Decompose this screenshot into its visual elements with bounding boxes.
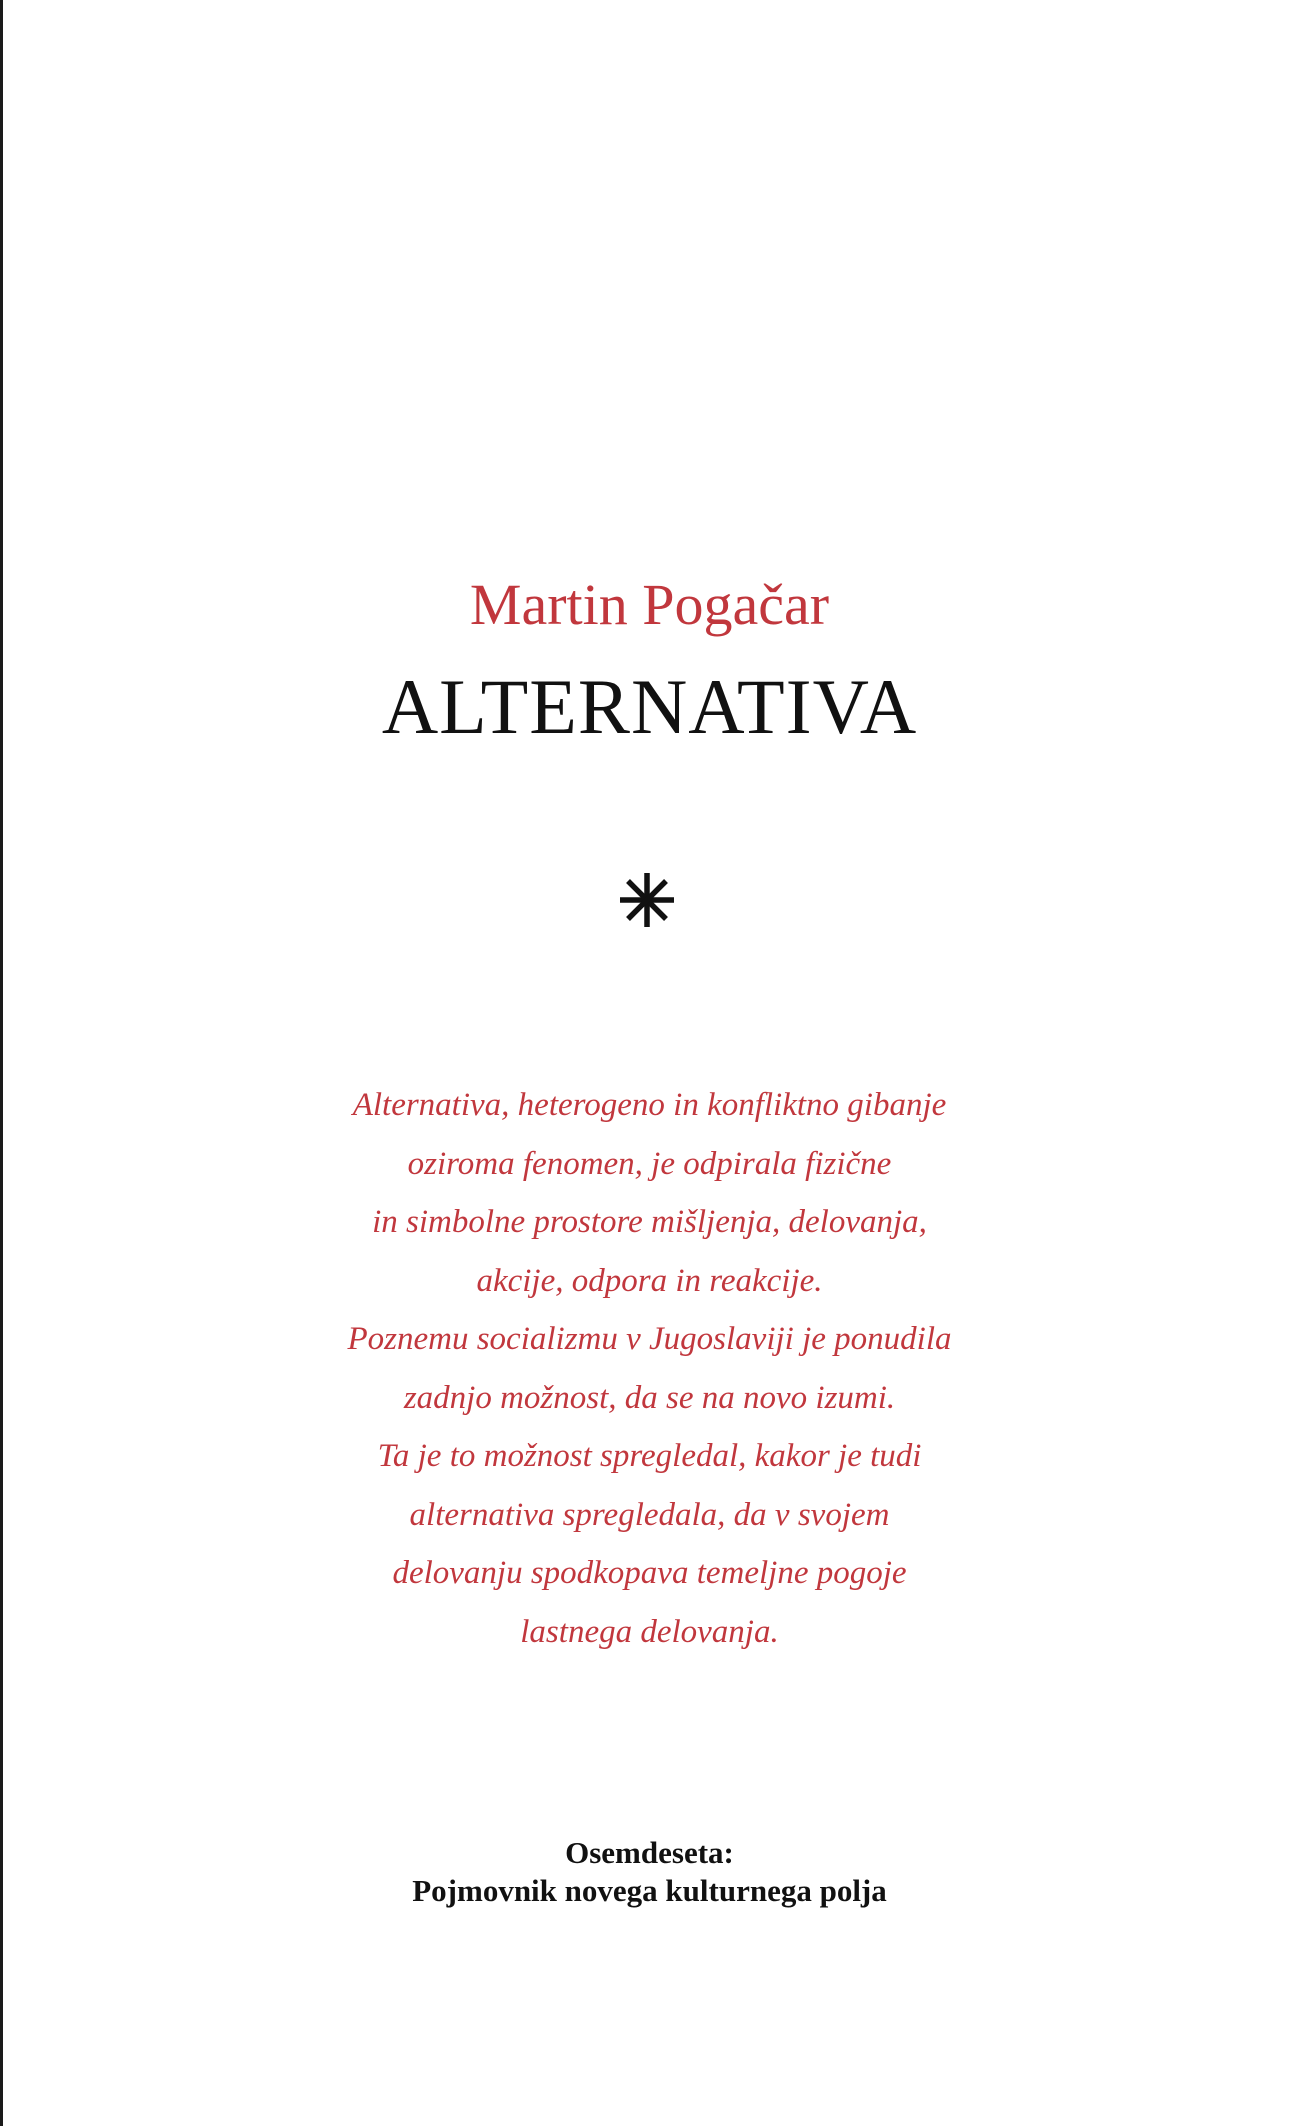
- page-edge: [0, 0, 3, 2126]
- blurb-line: akcije, odpora in reakcije.: [476, 1262, 823, 1299]
- asterisk-ornament-icon: [617, 870, 677, 930]
- series-title: [0, 1834, 1299, 1910]
- series-line: Osemdeseta:: [565, 1835, 734, 1870]
- book-title: ALTERNATIVA: [381, 663, 918, 750]
- blurb-line: Alternativa, heterogeno in konfliktno gibanje: [352, 1087, 947, 1123]
- blurb-line: delovanju spodkopava temeljne pogoje: [392, 1555, 907, 1591]
- author-name: Martin Pogačar: [469, 572, 830, 637]
- blurb-line: Poznemu socializmu v Jugoslaviji je ponudila: [347, 1321, 952, 1357]
- blurb-text: [0, 1076, 1299, 1661]
- blurb-line: oziroma fenomen, je odpirala fizične: [407, 1145, 892, 1182]
- blurb-line: Ta je to možnost spregledal, kakor je tudi: [377, 1438, 922, 1474]
- blurb-line: lastnega delovanja.: [520, 1613, 779, 1650]
- blurb-line: zadnjo možnost, da se na novo izumi.: [403, 1379, 896, 1416]
- blurb-line: alternativa spregledala, da v svojem: [409, 1496, 890, 1533]
- series-line: Pojmovnik novega kulturnega polja: [412, 1873, 887, 1908]
- blurb-line: in simbolne prostore mišljenja, delovanja,: [372, 1204, 927, 1240]
